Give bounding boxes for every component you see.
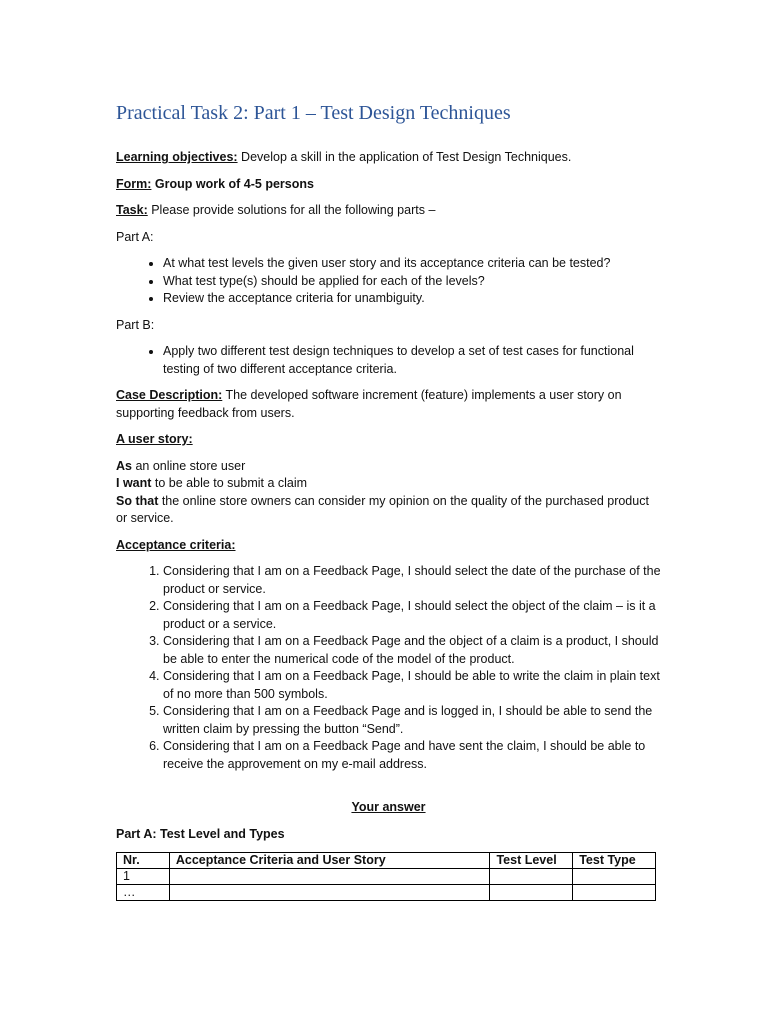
- story-want-keyword: I want: [116, 476, 152, 490]
- table-cell[interactable]: [573, 869, 656, 885]
- table-header-criteria: Acceptance Criteria and User Story: [169, 853, 490, 869]
- learning-objectives-text: Develop a skill in the application of Test Design Techniques.: [237, 150, 572, 164]
- table-cell[interactable]: [169, 869, 490, 885]
- user-story: [116, 458, 661, 528]
- document-content: [116, 100, 661, 901]
- table-row: [117, 885, 656, 901]
- list-item: 4. Considering that I am on a Feedback Page, I should be able to write the claim in plain text of no more than 500 symbols.: [163, 668, 661, 703]
- list-item: 3. Considering that I am on a Feedback Page and the object of a claim is a product, I should be able to enter the numerical code of the model of the product.: [163, 633, 661, 668]
- part-b-list: [116, 343, 661, 378]
- part-a-answer-heading-text: Part A: Test Level and Types: [116, 826, 285, 841]
- list-item: 5. Considering that I am on a Feedback Page and is logged in, I should be able to send the written claim by pressing the button “Send”.: [163, 703, 661, 738]
- story-as-keyword: As: [116, 458, 132, 473]
- your-answer-heading: [116, 799, 661, 817]
- table-cell[interactable]: [573, 885, 656, 901]
- learning-objectives-label: Learning objectives:: [116, 150, 238, 164]
- answer-table: [116, 852, 656, 901]
- form-label: Form:: [116, 176, 152, 191]
- table-header-row: [117, 853, 656, 869]
- part-b-label: Part B:: [116, 317, 155, 332]
- acceptance-heading: [116, 537, 661, 555]
- list-item: 1. Considering that I am on a Feedback Page, I should select the date of the purchase of the product or service.: [163, 563, 661, 598]
- story-so-keyword: So that: [116, 493, 159, 508]
- story-as-text: an online store user: [131, 458, 246, 473]
- list-item: • At what test levels the given user story and its acceptance criteria can be tested?: [163, 255, 661, 273]
- table-row: [117, 869, 656, 885]
- list-item: • Apply two different test design techniques to develop a set of test cases for functional testing of two different acceptance criteria.: [163, 343, 661, 378]
- part-a-label: Part A:: [116, 229, 154, 244]
- task-label: Task:: [116, 203, 148, 217]
- table-cell[interactable]: …: [117, 885, 170, 901]
- acceptance-list: [116, 563, 661, 773]
- spacer: [116, 782, 661, 799]
- list-item: 6. Considering that I am on a Feedback Page and have sent the claim, I should be able to receive the approvement on my e-mail address.: [163, 738, 661, 773]
- learning-objectives: [116, 149, 661, 167]
- part-a-list: [116, 255, 661, 308]
- form-line: [116, 176, 661, 194]
- user-story-heading: [116, 431, 661, 449]
- list-item: • Review the acceptance criteria for unambiguity.: [163, 290, 661, 308]
- table-header-nr: Nr.: [117, 853, 170, 869]
- story-want-text: to be able to submit a claim: [151, 476, 308, 490]
- user-story-heading-text: A user story:: [116, 432, 193, 446]
- part-a-answer-heading: [116, 826, 661, 844]
- story-so-text: the online store owners can consider my opinion on the quality of the purchased product or service.: [116, 493, 649, 525]
- acceptance-heading-text: Acceptance criteria:: [116, 537, 236, 552]
- case-description: [116, 387, 661, 422]
- list-item: 2. Considering that I am on a Feedback Page, I should select the object of the claim – is it a product or a service.: [163, 598, 661, 633]
- list-item: • What test type(s) should be applied for each of the levels?: [163, 273, 661, 291]
- table-header-test-type: Test Type: [573, 853, 656, 869]
- document-title: Practical Task 2: Part 1 – Test Design Techniques: [116, 102, 511, 124]
- table-header-test-level: Test Level: [490, 853, 573, 869]
- task-text: Please provide solutions for all the following parts –: [147, 203, 436, 217]
- your-answer-heading-text: Your answer: [351, 800, 426, 814]
- table-cell[interactable]: 1: [117, 869, 170, 885]
- table-cell[interactable]: [490, 885, 573, 901]
- table-cell[interactable]: [169, 885, 490, 901]
- form-text: Group work of 4-5 persons: [151, 176, 314, 191]
- table-cell[interactable]: [490, 869, 573, 885]
- case-description-text: The developed software increment (feature) implements a user story on supporting feedback from users.: [116, 388, 622, 420]
- task-line: [116, 202, 661, 220]
- case-description-label: Case Description:: [116, 388, 223, 402]
